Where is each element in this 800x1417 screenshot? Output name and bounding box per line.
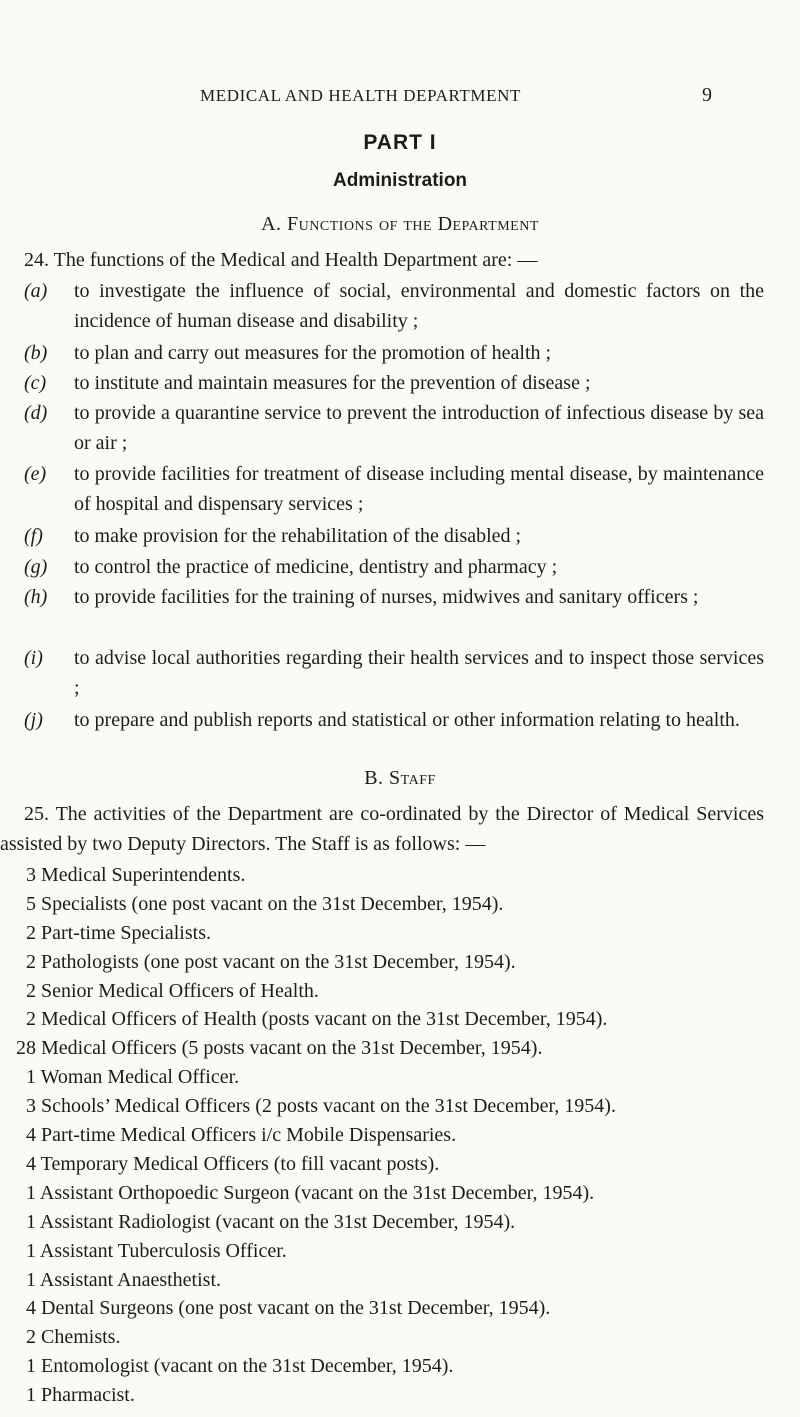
list-text: to investigate the influence of social, environmental and domestic factors on the incidence of human disease and disability ;: [74, 280, 764, 332]
section-title: Administration: [332, 170, 468, 191]
list-item: [24, 459, 764, 519]
page-number: 9: [702, 84, 712, 106]
list-item: [24, 582, 764, 642]
list-text: to plan and carry out measures for the promotion of health ;: [74, 342, 552, 364]
running-header: MEDICAL AND HEALTH DEPARTMENT: [200, 86, 521, 105]
staff-line: 1 Woman Medical Officer.: [26, 1066, 240, 1088]
list-marker: (e): [24, 463, 47, 485]
staff-line: 4 Dental Surgeons (one post vacant on the 31st December, 1954).: [26, 1297, 551, 1319]
staff-line: 1 Assistant Radiologist (vacant on the 31st December, 1954).: [26, 1211, 516, 1233]
list-marker: (d): [24, 402, 48, 424]
list-text: to provide facilities for the training of nurses, midwives and sanitary officers ;: [74, 586, 699, 608]
list-item: [24, 398, 764, 458]
list-text: to provide a quarantine service to prevent the introduction of infectious disease by sea or air ;: [74, 402, 764, 454]
list-marker: (i): [24, 647, 43, 669]
staff-line: 2 Pathologists (one post vacant on the 31st December, 1954).: [26, 951, 516, 973]
list-marker: (c): [24, 372, 47, 394]
staff-line: 3 Medical Superintendents.: [26, 864, 246, 886]
section-b-heading: B. Staff: [364, 767, 436, 789]
part-title: PART I: [363, 131, 437, 154]
list-marker: (a): [24, 280, 48, 302]
list-text: to institute and maintain measures for the prevention of disease ;: [74, 372, 591, 394]
staff-line: 3 Schools’ Medical Officers (2 posts vacant on the 31st December, 1954).: [26, 1095, 616, 1117]
staff-line: 1 Assistant Anaesthetist.: [26, 1269, 221, 1291]
paragraph-24-intro: 24. The functions of the Medical and Health Department are: —: [24, 249, 538, 271]
staff-line: 1 Pharmacist.: [26, 1384, 135, 1406]
staff-line: 4 Temporary Medical Officers (to fill vacant posts).: [26, 1153, 440, 1175]
list-text: to make provision for the rehabilitation of the disabled ;: [74, 525, 522, 547]
staff-line: 2 Medical Officers of Health (posts vacant on the 31st December, 1954).: [26, 1008, 608, 1030]
paragraph-25-intro: 25. The activities of the Department are co-ordinated by the Director of Medical Services assisted by two Deputy Directors. The Staff is as follows: —: [0, 803, 764, 855]
staff-line: 1 Assistant Tuberculosis Officer.: [26, 1240, 287, 1262]
list-text: to prepare and publish reports and statistical or other information relating to health.: [74, 709, 740, 731]
staff-line: 2 Senior Medical Officers of Health.: [26, 980, 319, 1002]
staff-line: 1 Assistant Orthopoedic Surgeon (vacant on the 31st December, 1954).: [26, 1182, 595, 1204]
list-item: [24, 705, 764, 765]
staff-line: 28 Medical Officers (5 posts vacant on the 31st December, 1954).: [16, 1037, 543, 1059]
list-text: to control the practice of medicine, dentistry and pharmacy ;: [74, 556, 558, 578]
list-item: [24, 643, 764, 703]
list-text: to advise local authorities regarding their health services and to inspect those services ;: [74, 647, 764, 699]
staff-line: 2 Part-time Specialists.: [26, 922, 211, 944]
list-text: to provide facilities for treatment of disease including mental disease, by maintenance of hospital and dispensary services ;: [74, 463, 764, 515]
staff-line: 4 Part-time Medical Officers i/c Mobile Dispensaries.: [26, 1124, 457, 1146]
list-marker: (g): [24, 556, 48, 578]
staff-line: 5 Specialists (one post vacant on the 31st December, 1954).: [26, 893, 504, 915]
list-marker: (j): [24, 709, 43, 731]
section-a-heading: A. Functions of the Department: [261, 213, 539, 235]
list-marker: (b): [24, 342, 48, 364]
staff-line: 2 Chemists.: [26, 1326, 121, 1348]
list-item: [24, 276, 764, 336]
list-marker: (h): [24, 586, 48, 608]
staff-line: 1 Entomologist (vacant on the 31st December, 1954).: [26, 1355, 454, 1377]
list-marker: (f): [24, 525, 43, 547]
